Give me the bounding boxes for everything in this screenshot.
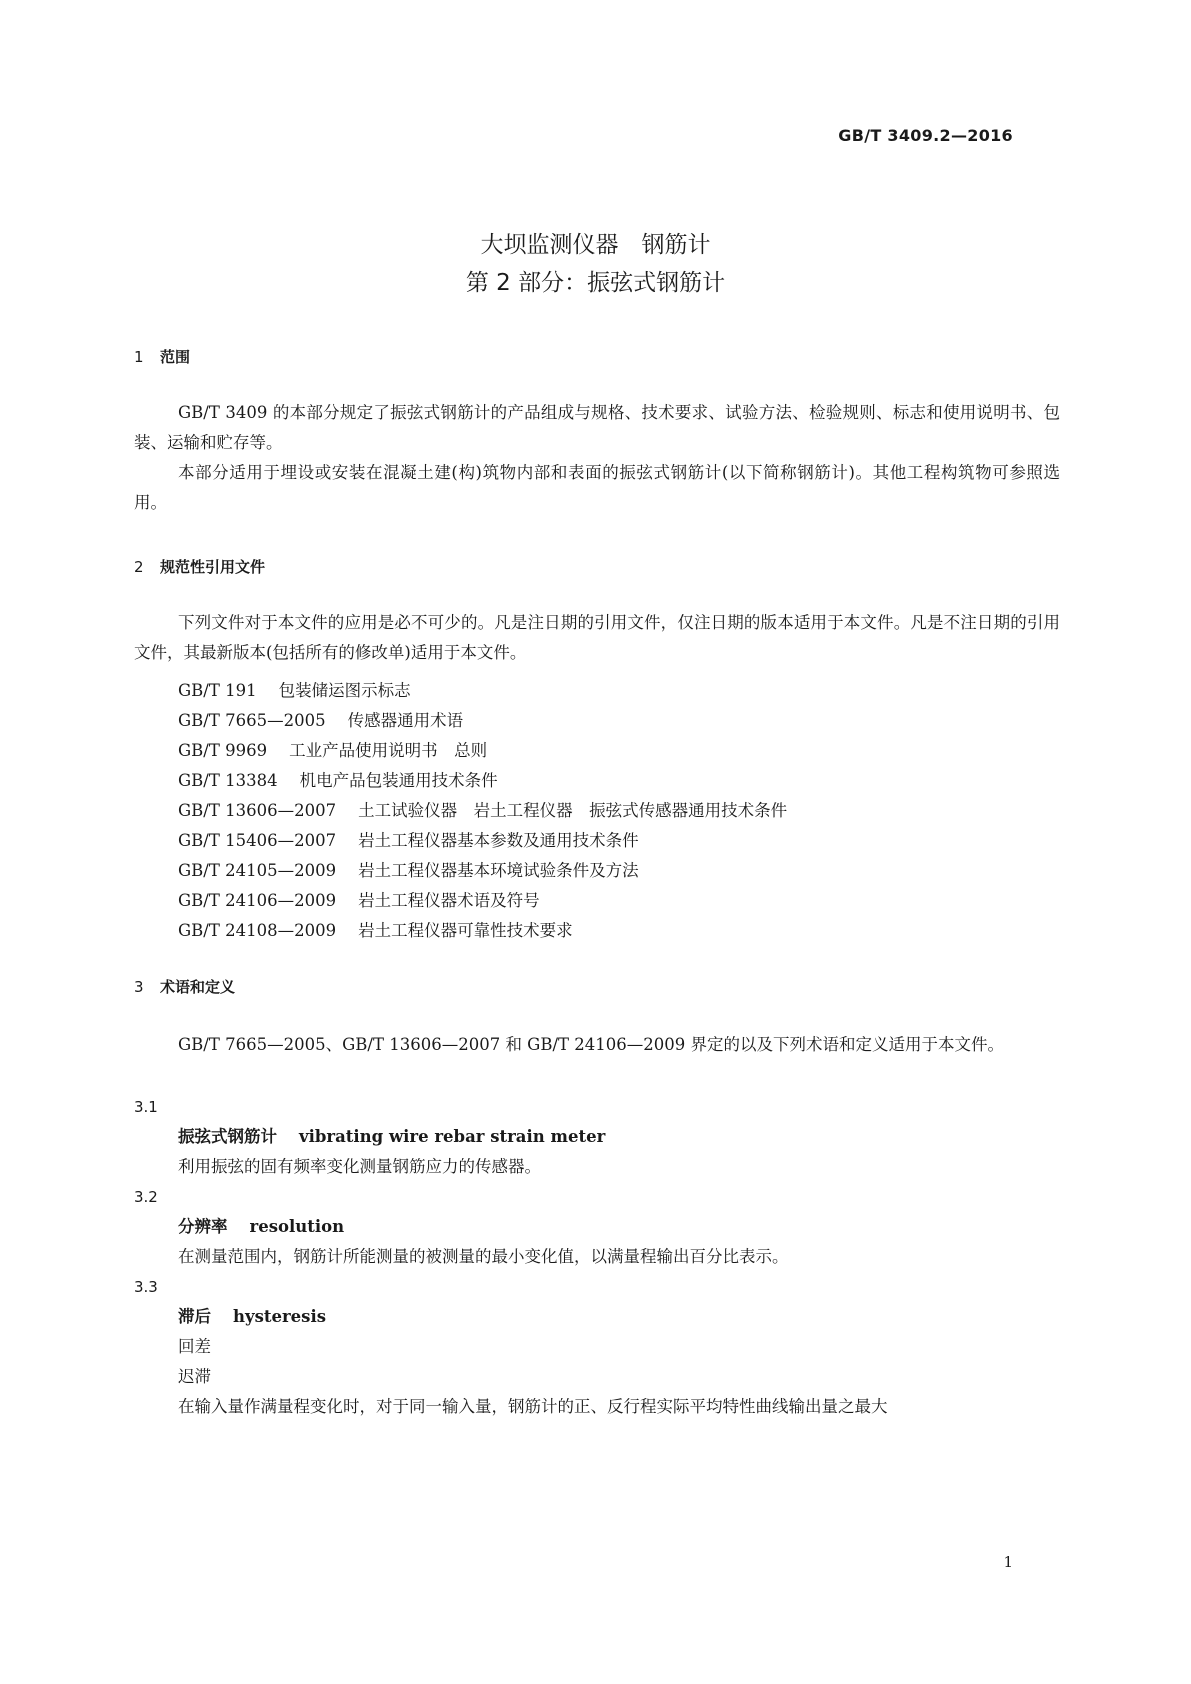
- section-2-heading: [134, 556, 265, 577]
- term-synonym: 回差: [178, 1337, 211, 1356]
- reference-title: 岩土工程仪器可靠性技术要求: [358, 921, 573, 940]
- reference-code: GB/T 191: [178, 681, 257, 700]
- reference-title: 机电产品包装通用技术条件: [299, 771, 498, 790]
- reference-code: GB/T 7665—2005: [178, 711, 326, 730]
- reference-title: 传感器通用术语: [347, 711, 464, 730]
- reference-code: GB/T 13606—2007: [178, 801, 337, 820]
- reference-title: 包装储运图示标志: [278, 681, 411, 700]
- section-title: 术语和定义: [160, 978, 236, 996]
- term-number: 3.3: [134, 1278, 158, 1296]
- reference-code: GB/T 24106—2009: [178, 891, 337, 910]
- term-definition: 利用振弦的固有频率变化测量钢筋应力的传感器。: [178, 1157, 541, 1176]
- reference-item: [178, 826, 787, 856]
- reference-title: 工业产品使用说明书 总则: [289, 741, 488, 760]
- normative-reference-list: [178, 676, 787, 946]
- section-1-paragraph-1: GB/T 3409 的本部分规定了振弦式钢筋计的产品组成与规格、技术要求、试验方法、检验规则、标志和使用说明书、包装、运输和贮存等。: [134, 403, 1060, 452]
- term-synonym: 迟滞: [178, 1367, 211, 1386]
- section-number: 2: [134, 558, 144, 576]
- reference-code: GB/T 13384: [178, 771, 278, 790]
- reference-title: 岩土工程仪器术语及符号: [358, 891, 540, 910]
- reference-item: [178, 856, 787, 886]
- term-title: [178, 1212, 1060, 1242]
- title-line-1: 大坝监测仪器 钢筋计: [480, 232, 711, 258]
- reference-item: [178, 736, 787, 766]
- term-definition: 在测量范围内，钢筋计所能测量的被测量的最小变化值，以满量程输出百分比表示。: [178, 1247, 789, 1266]
- section-number: 1: [134, 348, 144, 366]
- term-definition: 在输入量作满量程变化时，对于同一输入量，钢筋计的正、反行程实际平均特性曲线输出量之最大: [178, 1397, 888, 1416]
- reference-code: GB/T 24105—2009: [178, 861, 337, 880]
- reference-code: GB/T 24108—2009: [178, 921, 337, 940]
- term-title: [178, 1122, 1060, 1152]
- term-number: 3.1: [134, 1098, 158, 1116]
- document-title: [0, 226, 1191, 302]
- term-number: 3.2: [134, 1188, 158, 1206]
- reference-code: GB/T 9969: [178, 741, 268, 760]
- reference-title: 土工试验仪器 岩土工程仪器 振弦式传感器通用技术条件: [358, 801, 788, 820]
- term-english: vibrating wire rebar strain meter: [299, 1127, 606, 1146]
- section-title: 范围: [160, 348, 191, 366]
- reference-item: [178, 916, 787, 946]
- section-number: 3: [134, 978, 144, 996]
- term-chinese: 滞后: [178, 1307, 211, 1326]
- term-chinese: 分辨率: [178, 1217, 228, 1236]
- section-3-heading: [134, 976, 235, 997]
- reference-item: [178, 766, 787, 796]
- reference-item: [178, 886, 787, 916]
- reference-item: [178, 676, 787, 706]
- section-title: 规范性引用文件: [160, 558, 266, 576]
- standard-code: GB/T 3409.2—2016: [838, 126, 1013, 145]
- title-line-2: 第 2 部分：振弦式钢筋计: [465, 270, 726, 296]
- term-title: [178, 1302, 1060, 1332]
- term-english: hysteresis: [233, 1307, 327, 1326]
- section-2-paragraph-1: 下列文件对于本文件的应用是必不可少的。凡是注日期的引用文件，仅注日期的版本适用于本文件。凡是不注日期的引用文件，其最新版本(包括所有的修改单)适用于本文件。: [134, 613, 1060, 662]
- term-english: resolution: [249, 1217, 345, 1236]
- reference-code: GB/T 15406—2007: [178, 831, 337, 850]
- section-1-paragraph-2: 本部分适用于埋设或安装在混凝土建(构)筑物内部和表面的振弦式钢筋计(以下简称钢筋计)。其他工程构筑物可参照选用。: [134, 463, 1060, 512]
- reference-title: 岩土工程仪器基本参数及通用技术条件: [358, 831, 639, 850]
- reference-item: [178, 796, 787, 826]
- term-chinese: 振弦式钢筋计: [178, 1127, 277, 1146]
- page-number: 1: [1003, 1553, 1013, 1571]
- reference-title: 岩土工程仪器基本环境试验条件及方法: [358, 861, 639, 880]
- section-1-heading: [134, 346, 190, 367]
- section-3-paragraph-1: GB/T 7665—2005、GB/T 13606—2007 和 GB/T 24106—2009 界定的以及下列术语和定义适用于本文件。: [178, 1035, 1005, 1054]
- reference-item: [178, 706, 787, 736]
